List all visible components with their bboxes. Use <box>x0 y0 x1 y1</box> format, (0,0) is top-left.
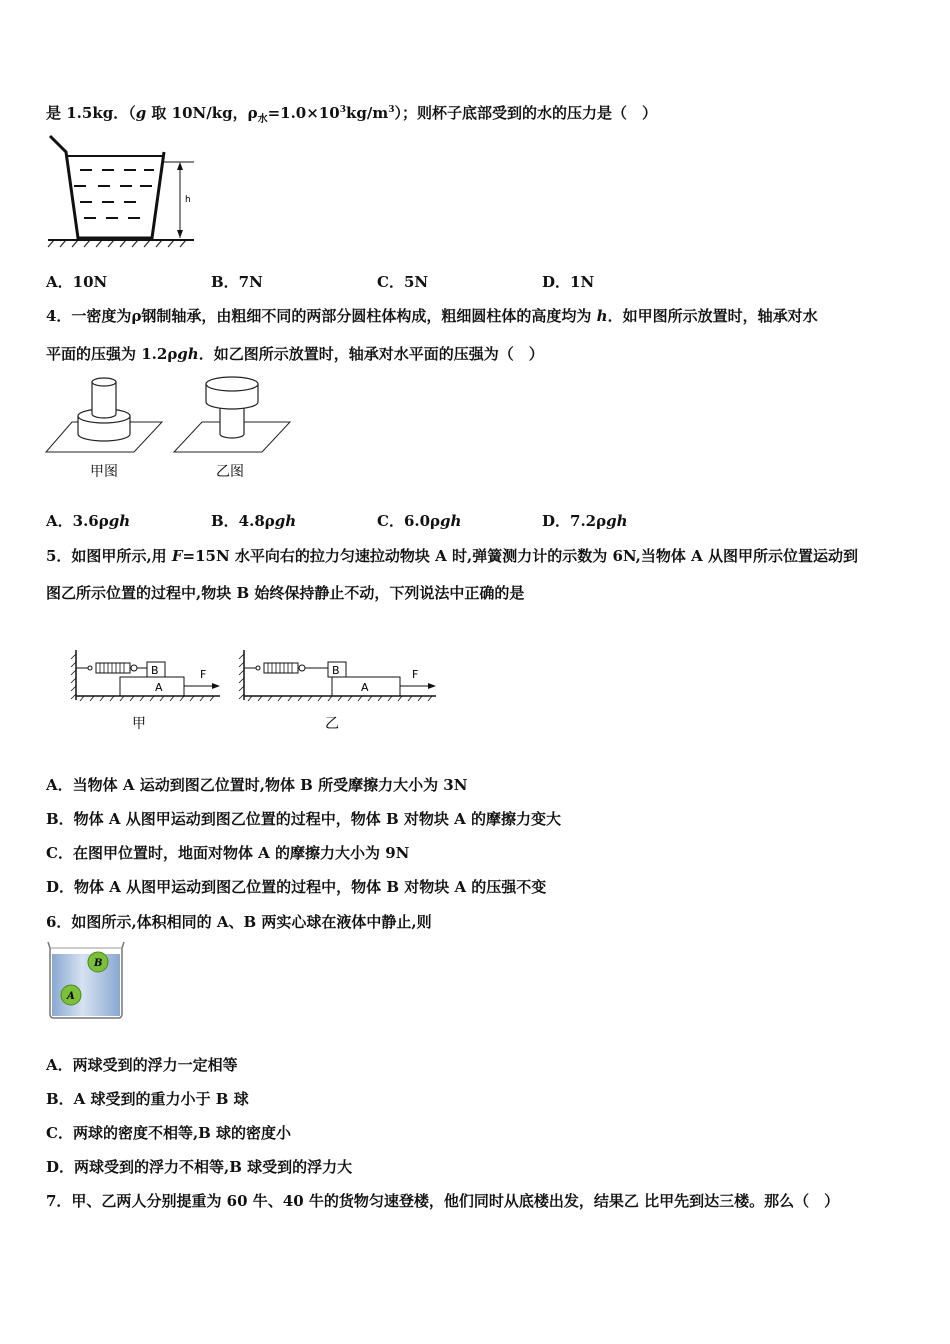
q4-option-d[interactable]: D．7.2ρgh <box>542 512 628 530</box>
q4-option-c[interactable]: C．6.0ρgh <box>377 512 462 530</box>
q5-jia-block-b: B <box>151 664 159 677</box>
q6-option-c[interactable]: C．两球的密度不相等,B 球的密度小 <box>46 1124 292 1142</box>
q6-option-a[interactable]: A．两球受到的浮力一定相等 <box>46 1056 238 1074</box>
q3-option-a[interactable]: A．10N <box>46 273 108 291</box>
q4-label-yi: 乙图 <box>216 464 244 480</box>
q5-fig-jia <box>71 650 220 732</box>
q6-option-d[interactable]: D．两球受到的浮力不相等,B 球受到的浮力大 <box>46 1158 353 1176</box>
q5-yi-force: F <box>412 668 419 681</box>
q6-ball-b: B <box>94 958 103 969</box>
q5-option-c[interactable]: C．在图甲位置时，地面对物体 A 的摩擦力大小为 9N <box>46 844 410 862</box>
q3-stem: 是 1.5kg．（g 取 10N/kg，$\rho_水=1.0\times 10^3kg/m^3$）；则杯子底部受到的水的压力是（ ） <box>46 104 657 125</box>
q5-option-a[interactable]: A．当物体 A 运动到图乙位置时,物体 B 所受摩擦力大小为 3N <box>46 776 468 794</box>
q3-option-d[interactable]: D．1N <box>542 273 595 291</box>
q6-stem: 6．如图所示,体积相同的 A、B 两实心球在液体中静止,则 <box>46 913 432 931</box>
q7-stem: 7．甲、乙两人分别提重为 60 牛、40 牛的货物匀速登楼，他们同时从底楼出发，结果乙 比甲先到达三楼。那么（ ） <box>46 1192 840 1210</box>
q4-label-jia: 甲图 <box>90 464 118 480</box>
q4-option-a[interactable]: A．3.6ρgh <box>46 512 131 530</box>
q5-fig-yi <box>239 650 436 732</box>
q5-jia-block-a: A <box>155 681 163 694</box>
q5-yi-block-b: B <box>332 664 340 677</box>
q4-option-b[interactable]: B．4.8ρgh <box>211 512 297 530</box>
q5-label-jia: 甲 <box>132 716 146 732</box>
q5-stem-line2: 图乙所示位置的过程中,物块 B 始终保持静止不动，下列说法中正确的是 <box>46 584 525 602</box>
q4-stem-line2: 平面的压强为 1.2ρgh．如乙图所示放置时，轴承对水平面的压强为（ ） <box>46 345 544 363</box>
q3-h-label: h <box>185 195 191 205</box>
q5-jia-force: F <box>200 668 207 681</box>
q5-yi-block-a: A <box>361 681 369 694</box>
q6-beaker-figure <box>44 938 128 1022</box>
q3-option-b[interactable]: B．7N <box>211 273 263 291</box>
q5-option-d[interactable]: D．物体 A 从图甲运动到图乙位置的过程中，物体 B 对物块 A 的压强不变 <box>46 878 547 896</box>
q5-spring-figure <box>68 644 444 736</box>
q4-stem-line1: 4．一密度为ρ钢制轴承，由粗细不同的两部分圆柱体构成，粗细圆柱体的高度均为 h．如甲图所示放置时，轴承对水 <box>46 307 818 325</box>
q5-stem-line1: 5．如图甲所示,用 F=15N 水平向右的拉力匀速拉动物块 A 时,弹簧测力计的示数为 6N,当物体 A 从图甲所示位置运动到 <box>46 547 858 565</box>
q5-option-b[interactable]: B．物体 A 从图甲运动到图乙位置的过程中，物体 B 对物块 A 的摩擦力变大 <box>46 810 561 828</box>
q5-label-yi: 乙 <box>325 716 339 732</box>
q3-cup-figure <box>44 134 200 250</box>
q6-option-b[interactable]: B．A 球受到的重力小于 B 球 <box>46 1090 249 1108</box>
q3-option-c[interactable]: C．5N <box>377 273 429 291</box>
q4-bearing-figure <box>44 372 294 484</box>
q6-ball-a: A <box>67 991 75 1002</box>
